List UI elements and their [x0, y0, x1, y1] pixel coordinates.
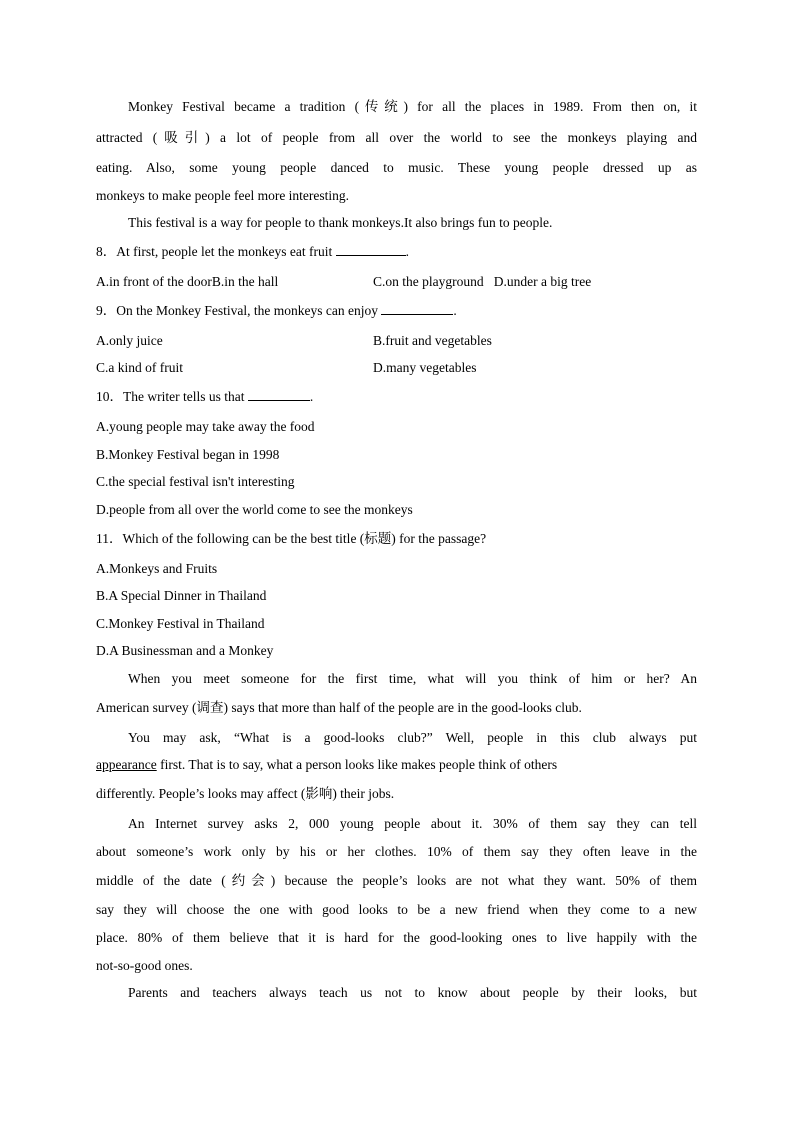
question-number: 8． — [96, 244, 117, 259]
passage1-line: eating. Also, some young people danced to music. These young people dressed up as — [96, 160, 697, 175]
passage1-paragraph: This festival is a way for people to thank monkeys.It also brings fun to people. — [128, 215, 553, 230]
underlined-word: appearance — [96, 757, 157, 772]
option-a: A.young people may take away the food — [96, 419, 315, 434]
passage2-line: place. 80% of them believe that it is hard for the good-looking ones to live happily with the — [96, 930, 697, 945]
option-a: A.only juice — [96, 333, 163, 348]
option-d: D.people from all over the world come to see the monkeys — [96, 502, 413, 517]
question-number: 9． — [96, 303, 117, 318]
answer-blank — [248, 387, 310, 401]
passage2-line — [96, 755, 697, 775]
passage2-line: An Internet survey asks 2, 000 young people about it. 30% of them say they can tell — [128, 816, 697, 831]
passage2-line: You may ask, “What is a good-looks club?” Well, people in this club always put — [128, 730, 697, 745]
question-number: 10． — [96, 389, 123, 404]
question-10-stem — [96, 387, 697, 407]
question-end: . — [405, 244, 409, 259]
passage2-line: not-so-good ones. — [96, 958, 193, 973]
passage2-line: American survey (调查) says that more than half of the people are in the good-looks club. — [96, 700, 582, 715]
line-text: first. That is to say, what a person looks like makes people think of others — [156, 757, 558, 772]
question-11-stem — [96, 529, 697, 549]
option-c: C.the special festival isn't interesting — [96, 474, 295, 489]
passage2-line: Parents and teachers always teach us not to know about people by their looks, but — [128, 985, 697, 1000]
passage1-line: Monkey Festival became a tradition (传统) for all the places in 1989. From then on, it — [128, 99, 697, 114]
question-8-stem — [96, 242, 697, 262]
question-number: 11． — [96, 531, 123, 546]
passage2-line: differently. People’s looks may affect (影响) their jobs. — [96, 786, 395, 801]
option-c: C.on the playground — [373, 274, 484, 289]
option-b: B.fruit and vegetables — [373, 333, 492, 348]
passage2-line: about someone’s work only by his or her clothes. 10% of them say they often leave in the — [96, 844, 697, 859]
option-c: C.Monkey Festival in Thailand — [96, 616, 265, 631]
answer-blank — [381, 301, 453, 315]
question-8-options-cd — [373, 272, 591, 292]
option-c: C.a kind of fruit — [96, 360, 183, 375]
question-text: On the Monkey Festival, the monkeys can enjoy — [116, 303, 378, 318]
question-end: . — [453, 303, 457, 318]
option-b: B.A Special Dinner in Thailand — [96, 588, 267, 603]
question-end: . — [309, 389, 314, 404]
question-text: The writer tells us that — [123, 389, 245, 404]
question-9-stem — [96, 301, 697, 321]
question-text: At first, people let the monkeys eat fruit — [116, 244, 333, 259]
passage2-line: When you meet someone for the first time, what will you think of him or her? An — [128, 671, 697, 686]
option-a: A.Monkeys and Fruits — [96, 561, 218, 576]
option-d: D.many vegetables — [373, 360, 477, 375]
passage1-line: attracted (吸引) a lot of people from all over the world to see the monkeys playing and — [96, 130, 697, 145]
option-d: D.under a big tree — [493, 274, 592, 289]
passage1-line: monkeys to make people feel more interesting. — [96, 188, 350, 203]
passage2-line: say they will choose the one with good looks to be a new friend when they come to a new — [96, 902, 697, 917]
option-b: B.Monkey Festival began in 1998 — [96, 447, 280, 462]
answer-blank — [336, 242, 406, 256]
passage2-line: middle of the date (约会) because the people’s looks are not what they want. 50% of them — [96, 873, 697, 888]
question-text: Which of the following can be the best title (标题) for the passage? — [122, 531, 487, 546]
option-ab: A.in front of the doorB.in the hall — [96, 274, 279, 289]
option-d: D.A Businessman and a Monkey — [96, 643, 274, 658]
